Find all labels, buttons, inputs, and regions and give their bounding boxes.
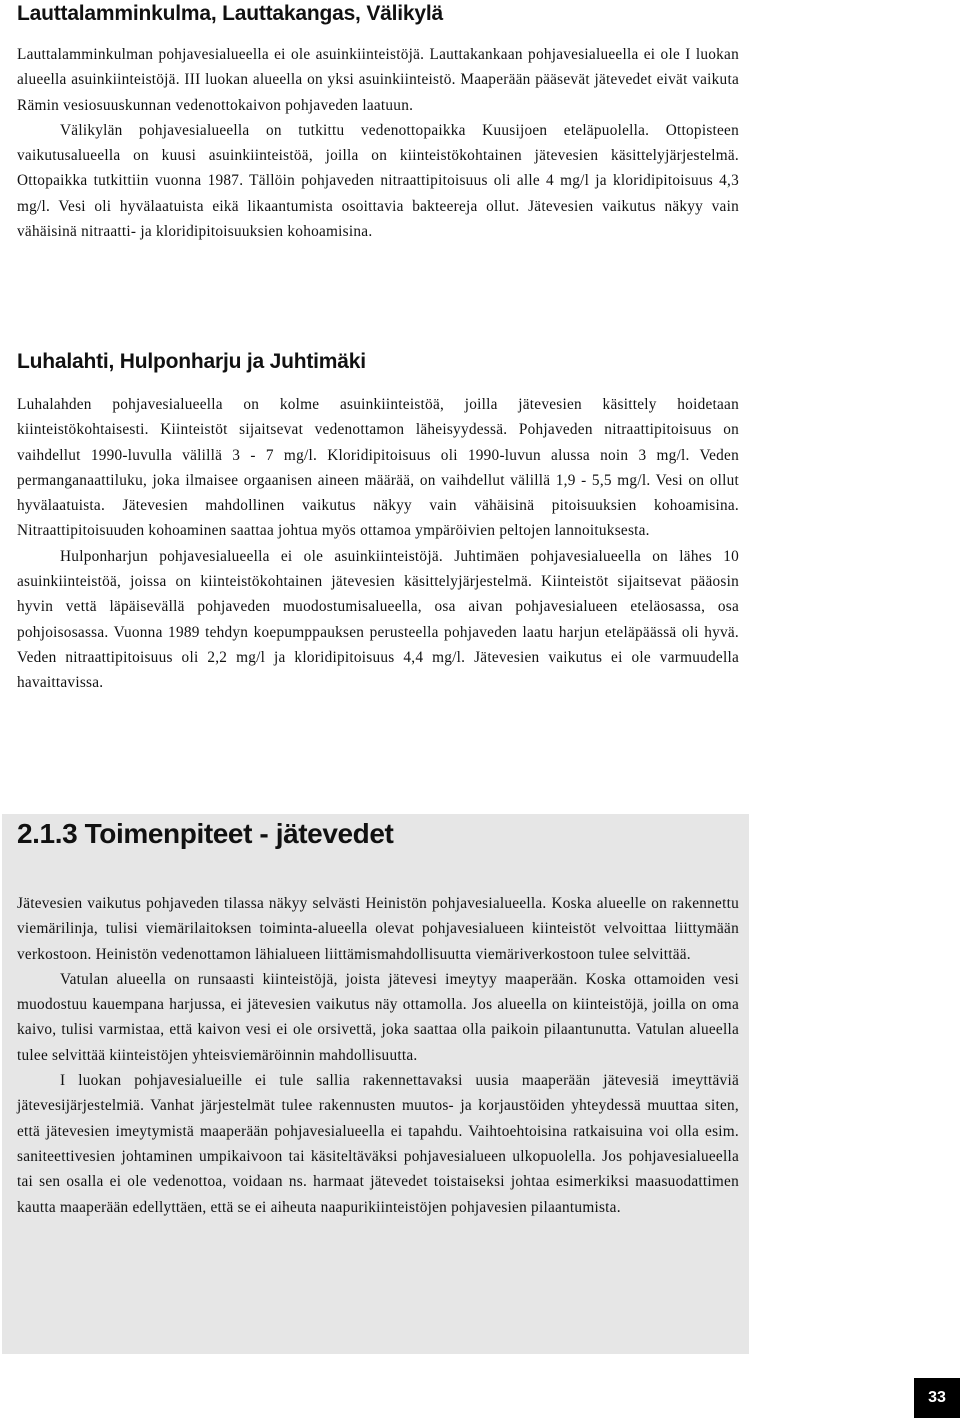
paragraph: Luhalahden pohjavesialueella on kolme asuinkiinteistöä, joilla jätevesien käsittely hoidetaan kiinteistökohtaisesti. Kiinteistöt sijaitsevat vedenottamon läheisyydessä. Pohjaveden nitraattipitoisuus on vaihdellut 1990-luvulla välillä 3 - 7 mg/l. Kloridipitoisuus oli 1990-luvun alussa noin 3 mg/l. Veden permanganaattiluku, joka ilmaisee orgaanisen aineen määrää, on vaihdellut välillä 1,9 - 5,5 mg/l. Vesi on ollut hyvälaatuista. Jätevesien mahdollinen vaikutus näkyy vain vähäisinä pitoisuuksien kohoamisina. Nitraattipitoisuuden kohoaminen saattaa johtua myös ottamoa ympäröivien peltojen lannoituksesta. — [17, 396, 739, 540]
section-body — [17, 392, 739, 696]
page-number: 33 — [914, 1378, 960, 1418]
paragraph: Välikylän pohjavesialueella on tutkittu vedenottopaikka Kuusijoen eteläpuolella. Ottopisteen vaikutusalueella on kuusi asuinkiinteistöä, joilla on kiinteistökohtainen jätevesien käsittelyjärjestelmä. Ottopaikka tutkittiin vuonna 1987. Tällöin pohjaveden nitraattipitoisuus oli alle 4 mg/l ja kloridipitoisuus 4,3 mg/l. Vesi oli hyvälaatuista eikä likaantumista osoittavia bakteereja ollut. Jätevesien vaikutus näkyy vain vähäisinä nitraatti- ja kloridipitoisuuksien kohoamisina. — [17, 121, 739, 241]
paragraph: I luokan pohjavesialueille ei tule sallia rakennettavaksi uusia maaperään jätevesiä imeyttäviä jätevesijärjestelmiä. Vanhat järjestelmät tulee rakennusten muutos- ja korjaustöiden yhteydessä muuttaa siten, että jätevesien imeytymistä maaperään pohjavesialueella ei tapahdu. Vaihtoehtoisina ratkaisuina voi olla esim. saniteettivesien johtaminen umpikaivoon tai käsiteltäväksi pohjavesialueen ulkopuolella. Jos pohjavesialueella tai sen osalla ei ole vedenottoa, voidaan ns. harmaat jätevedet toistaiseksi johtaa esimerkiksi maasuodattimen kautta maaperään edellyttäen, että se ei aiheuta naapurikiinteistöjen pohjavesien pilaantumista. — [17, 1072, 739, 1216]
paragraph: Hulponharjun pohjavesialueella ei ole asuinkiinteistöjä. Juhtimäen pohjavesialueella on lähes 10 asuinkiinteistöä, joissa on kiinteistökohtainen jätevesien käsittelyjärjestelmä. Kiinteistöt sijaitsevat pääosin hyvin vettä läpäisevällä pohjaveden muodostumisalueella, osa aivan pohjavesialueen eteläosassa, osa pohjoisosassa. Vuonna 1989 tehdyn koepumppauksen perusteella pohjaveden laatu harjun eteläpäässä oli hyvä. Veden nitraattipitoisuus oli 2,2 mg/l ja kloridipitoisuus 4,4 mg/l. Jätevesien vaikutus ei ole varmuudella havaittavissa. — [17, 547, 739, 692]
section-heading: Lauttalamminkulma, Lauttakangas, Välikylä — [17, 2, 443, 25]
section-body — [17, 42, 739, 244]
section-heading: 2.1.3 Toimenpiteet - jätevedet — [17, 818, 394, 849]
section-body — [17, 891, 739, 1220]
section-heading: Luhalahti, Hulponharju ja Juhtimäki — [17, 350, 366, 373]
paragraph: Lauttalamminkulman pohjavesialueella ei ole asuinkiinteistöjä. Lauttakankaan pohjavesialueella ei ole I luokan alueella asuinkiinteistöjä. III luokan alueella on yksi asuinkiinteistö. Maaperään pääsevät jätevedet eivät vaikuta Rämin vesiosuuskunnan vedenottokaivon pohjaveden laatuun. — [17, 46, 739, 114]
paragraph: Jätevesien vaikutus pohjaveden tilassa näkyy selvästi Heinistön pohjavesialueella. Koska alueelle on rakennettu viemärilinja, tulisi viemärilaitoksen toiminta-alueella olevat pohjavesialueen kiinteistöt velvoittaa liittymään verkostoon. Heinistön vedenottamon lähialueen liittämismahdollisuutta viemäriverkostoon tulee selvittää. — [17, 895, 739, 963]
paragraph: Vatulan alueella on runsaasti kiinteistöjä, joista jätevesi imeytyy maaperään. Koska ottamoiden vesi muodostuu kauempana harjussa, ei jätevesien vaikutus näy ottamolla. Jos alueella on kiinteistöjä, joilla on oma kaivo, tulisi varmistaa, että kaivon vesi ei ole orsivettä, joka saattaa olla paikoin pilaantunutta. Vatulan alueella tulee selvittää kiinteistöjen yhteisviemäröinnin mahdollisuutta. — [17, 970, 739, 1064]
